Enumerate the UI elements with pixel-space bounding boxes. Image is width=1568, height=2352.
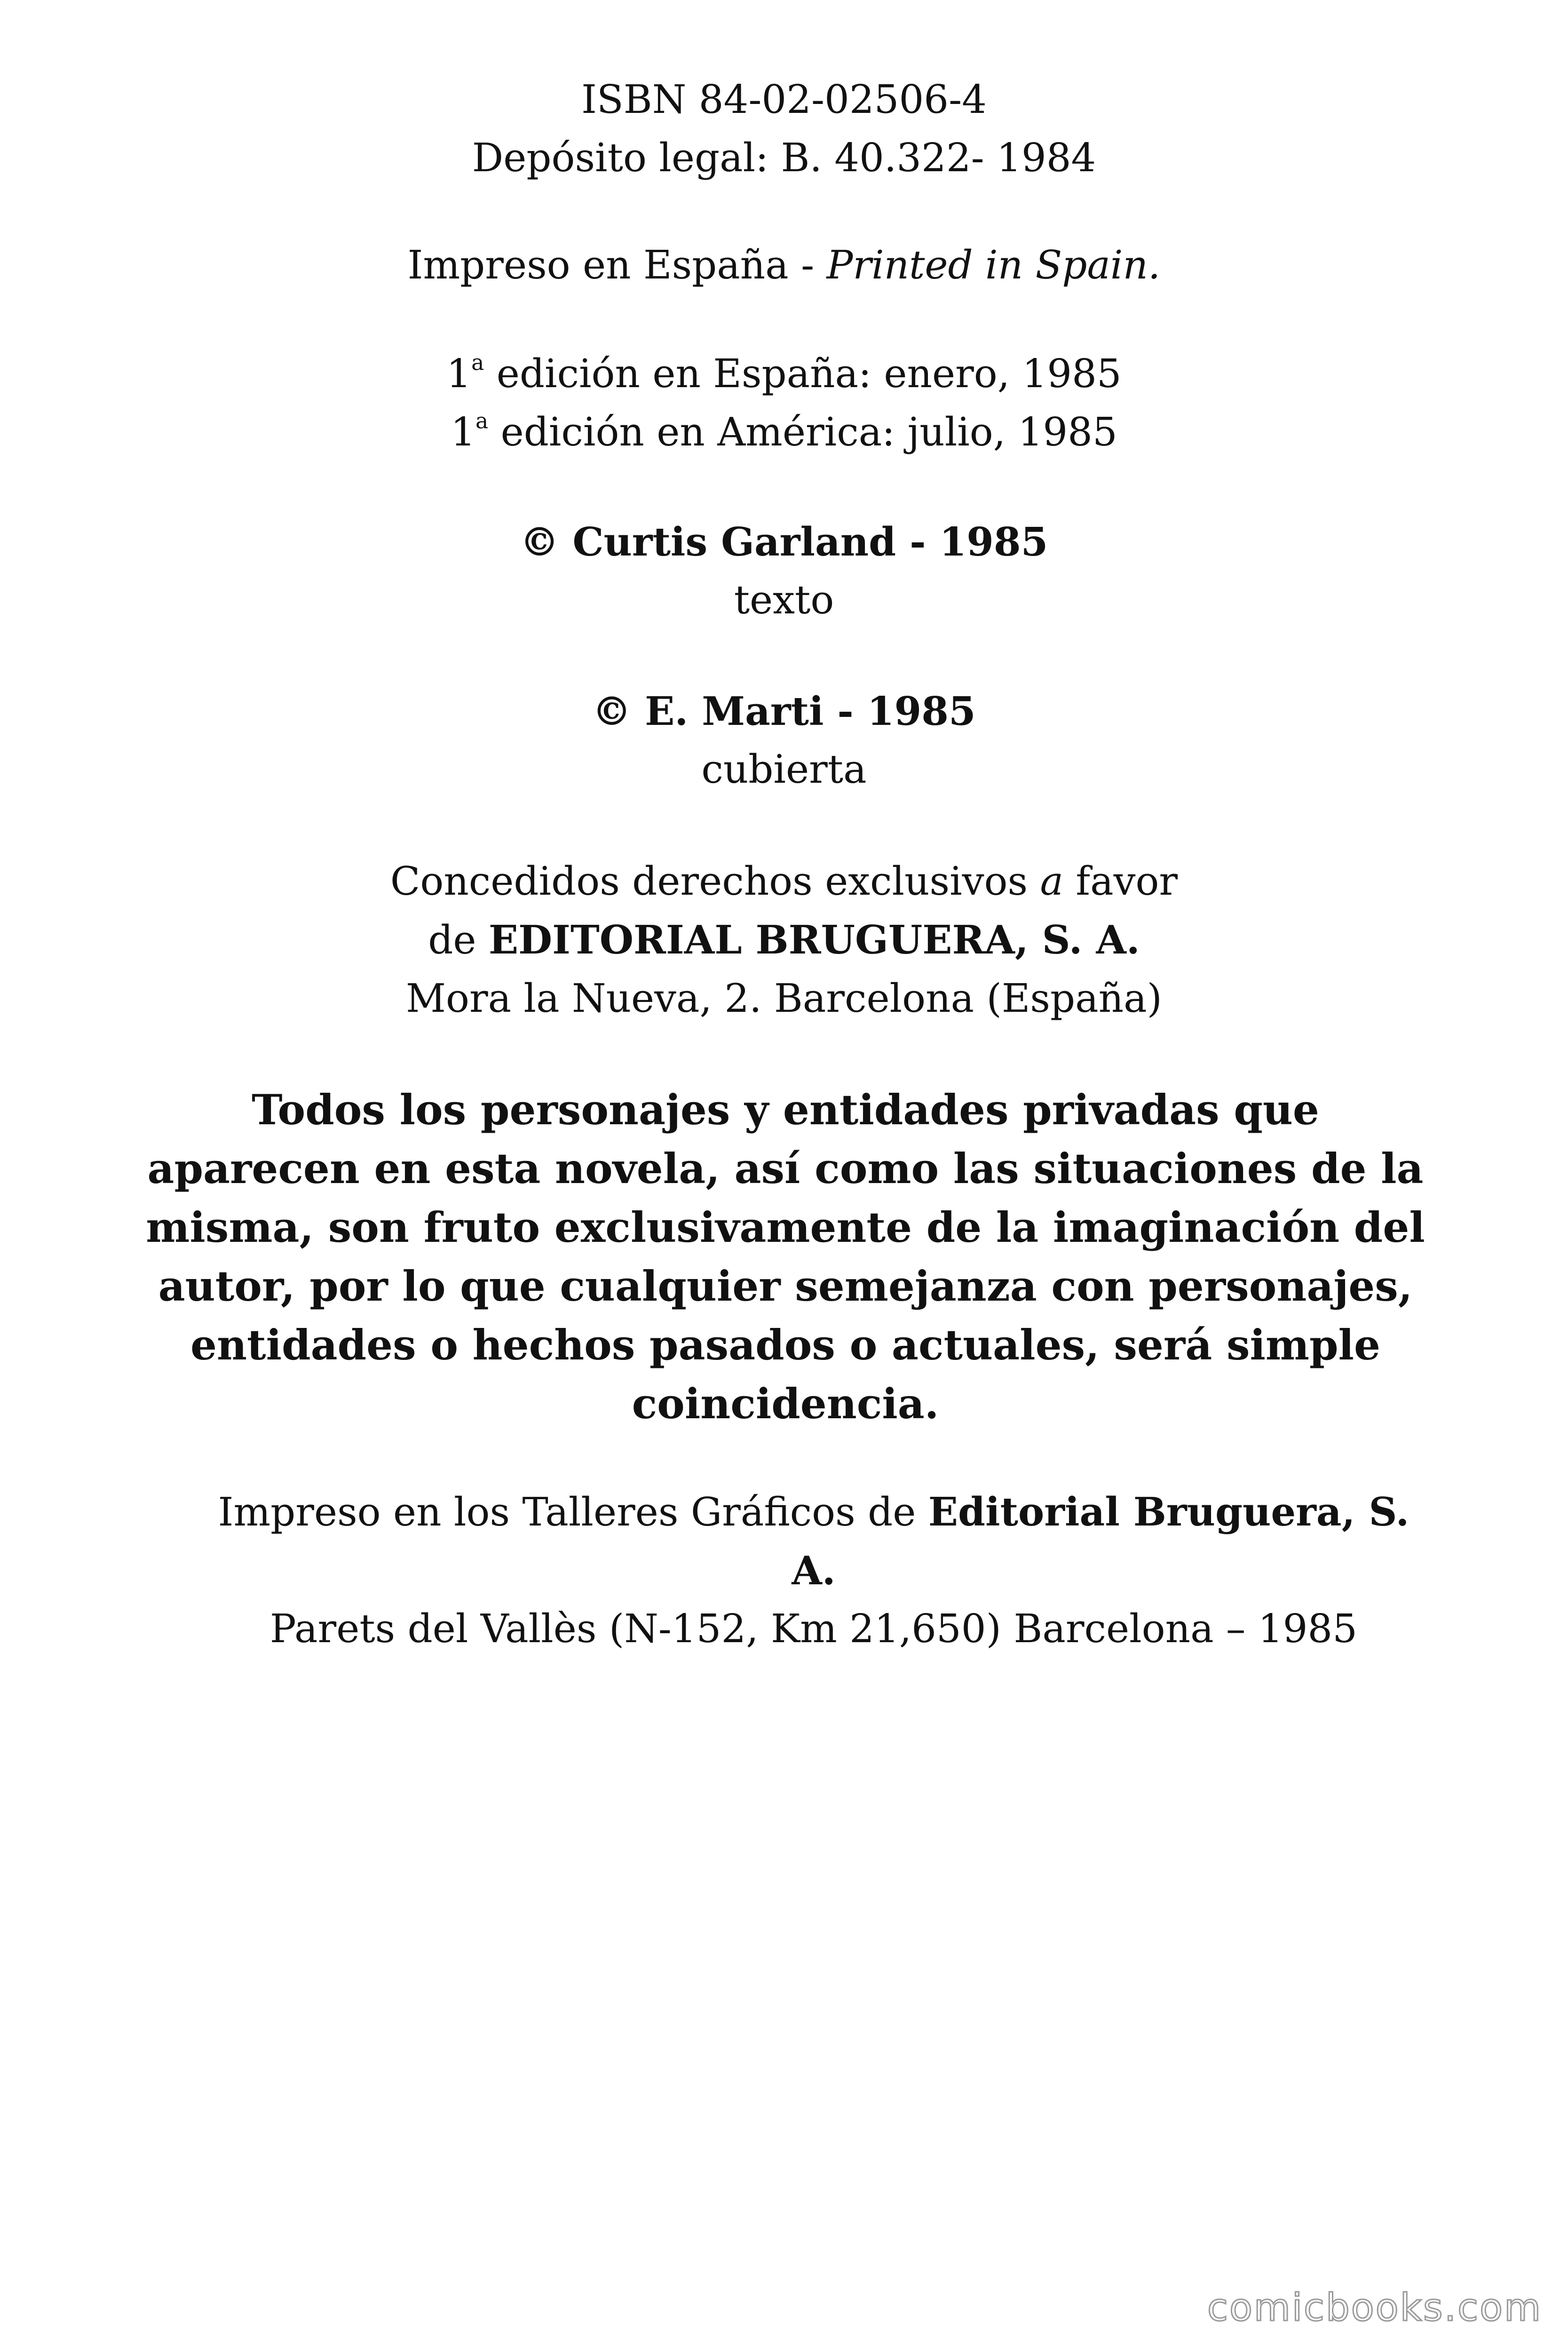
copyright-text-label: texto — [734, 577, 834, 623]
rights-line-2: de EDITORIAL BRUGUERA, S. A. — [428, 917, 1140, 963]
printed-in-spanish: Impreso en España - — [407, 242, 827, 288]
publisher-name: EDITORIAL BRUGUERA, S. A. — [488, 917, 1140, 963]
copyright-cover-label: cubierta — [701, 747, 867, 792]
deposito-legal-line: Depósito legal: B. 40.322- 1984 — [472, 135, 1096, 181]
copyright-cover-block — [0, 682, 1568, 799]
publisher-address: Mora la Nueva, 2. Barcelona (España) — [406, 976, 1162, 1021]
printer-line-2: A. — [792, 1548, 836, 1594]
edition-spain-line: 1$^a$ edición en España: enero, 1985 — [446, 350, 1122, 397]
isbn-block — [0, 71, 1568, 187]
disclaimer-line: misma, son fruto exclusivamente de la imaginación del — [146, 1203, 1425, 1252]
disclaimer-line: entidades o hechos pasados o actuales, será simple — [190, 1320, 1380, 1369]
copyright-cover-artist: © E. Marti - 1985 — [592, 688, 976, 734]
isbn-line: ISBN 84-02-02506-4 — [581, 77, 987, 122]
disclaimer-line: aparecen en esta novela, así como las situaciones de la — [147, 1144, 1424, 1193]
edition-america-line: 1$^a$ edición en América: julio, 1985 — [451, 408, 1117, 455]
printer-block — [174, 1483, 1453, 1658]
copyright-text-block — [0, 513, 1568, 629]
printer-address: Parets del Vallès (N-152, Km 21,650) Barcelona – 1985 — [269, 1606, 1358, 1652]
printer-line-1: Impreso en los Talleres Gráficos de Editorial Bruguera, S. — [218, 1489, 1410, 1535]
disclaimer-line: autor, por lo que cualquier semejanza con personajes, — [158, 1262, 1413, 1311]
printed-in-english: Printed in Spain. — [826, 242, 1161, 288]
rights-line-1: Concedidos derechos exclusivos a favor — [390, 858, 1178, 904]
disclaimer-line: coincidencia. — [632, 1379, 939, 1428]
watermark: comicbooks.com — [1207, 2286, 1542, 2329]
printer-name: Editorial Bruguera, S. — [928, 1489, 1410, 1535]
copyright-author: © Curtis Garland - 1985 — [520, 519, 1048, 565]
disclaimer-paragraph — [141, 1081, 1430, 1433]
disclaimer-line: Todos los personajes y entidades privadas que — [252, 1085, 1319, 1134]
printed-in-block — [0, 236, 1568, 294]
rights-block — [0, 852, 1568, 1028]
printed-in-line — [0, 236, 1568, 294]
editions-block — [0, 345, 1568, 461]
